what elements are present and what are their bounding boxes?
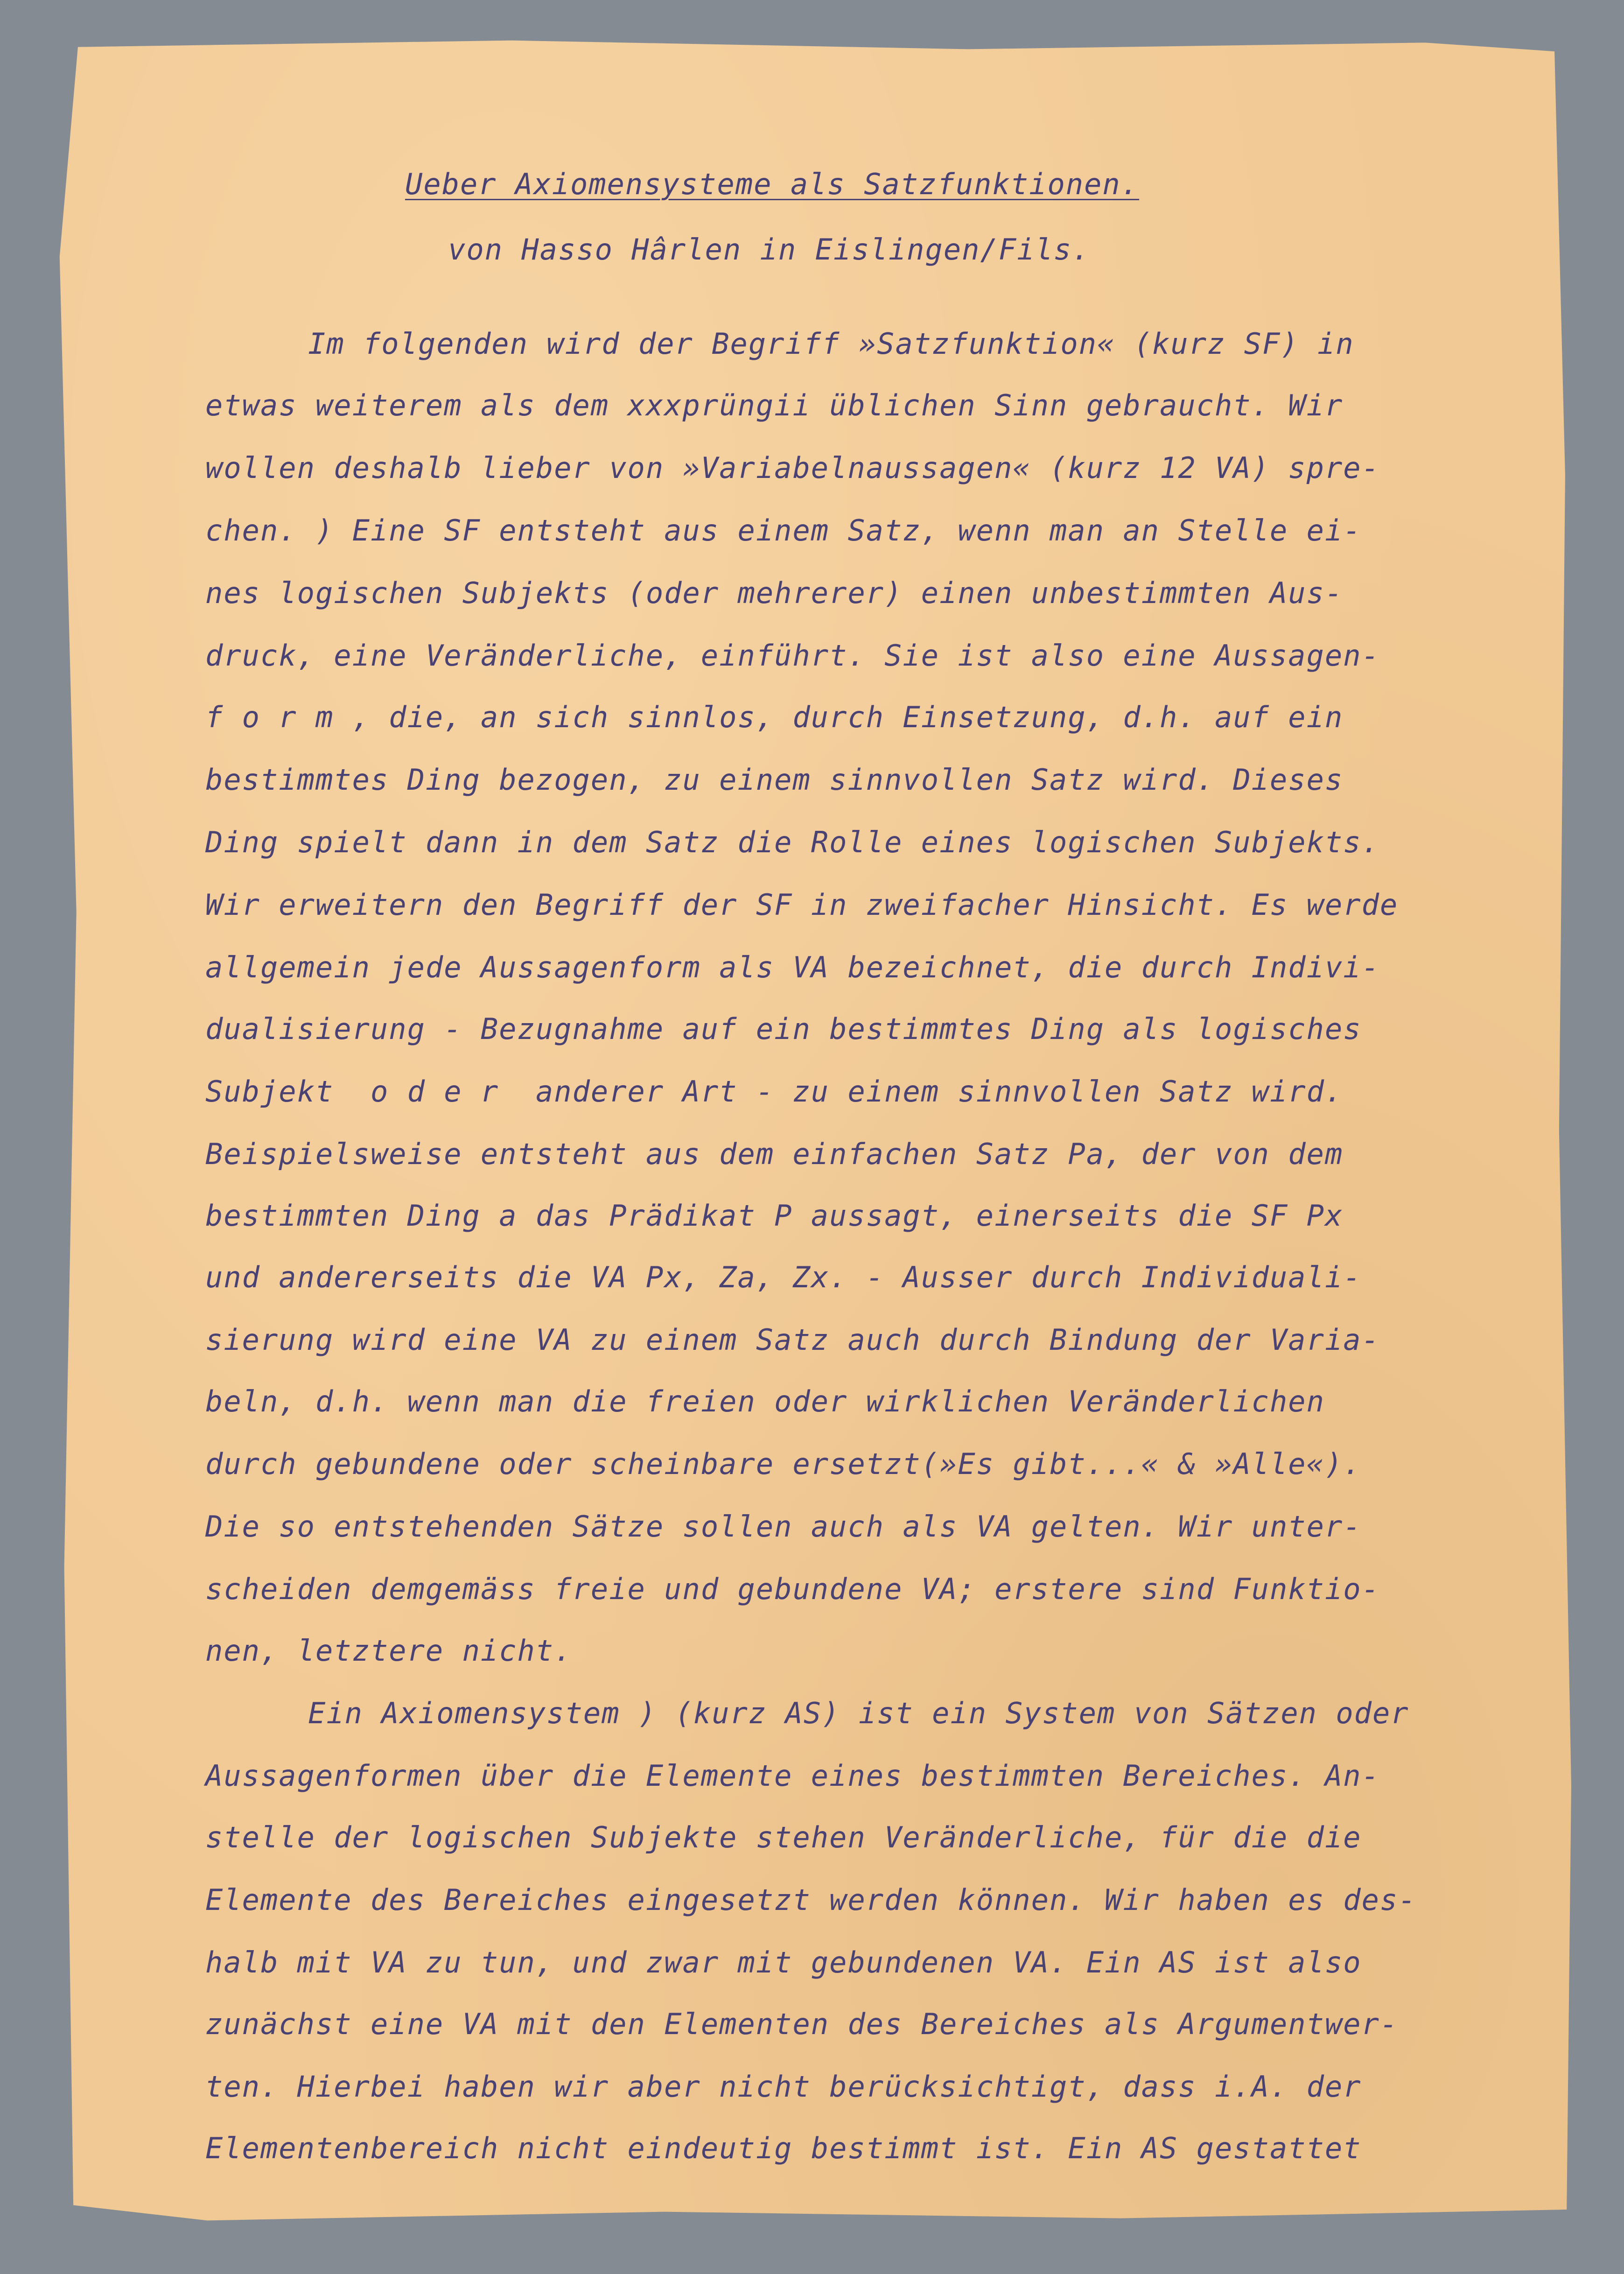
text-line: ten. Hierbei haben wir aber nicht berücksichtigt, dass i.A. der bbox=[205, 2070, 1362, 2104]
text-line: Elemente des Bereiches eingesetzt werden können. Wir haben es des- bbox=[205, 1883, 1417, 1917]
text-line: sierung wird eine VA zu einem Satz auch durch Bindung der Varia- bbox=[205, 1323, 1380, 1357]
text-line: bestimmten Ding a das Prädikat P aussagt, einerseits die SF Px bbox=[205, 1199, 1344, 1233]
text-line: zunächst eine VA mit den Elementen des Bereiches als Argumentwer- bbox=[205, 2007, 1399, 2041]
text-line: nes logischen Subjekts (oder mehrerer) einen unbestimmten Aus- bbox=[205, 576, 1344, 610]
text-line: bestimmtes Ding bezogen, zu einem sinnvollen Satz wird. Dieses bbox=[205, 763, 1344, 797]
text-line: etwas weiterem als dem xxxprüngii üblichen Sinn gebraucht. Wir bbox=[205, 388, 1344, 422]
text-line: Ein Axiomensystem ) (kurz AS) ist ein System von Sätzen oder bbox=[308, 1696, 1409, 1730]
text-line: nen, letztere nicht. bbox=[205, 1634, 573, 1668]
text-line: scheiden demgemäss freie und gebundene VA; erstere sind Funktio- bbox=[205, 1572, 1380, 1606]
text-line: Die so entstehenden Sätze sollen auch als VA gelten. Wir unter- bbox=[205, 1509, 1362, 1544]
text-line: druck, eine Veränderliche, einführt. Sie ist also eine Aussagen- bbox=[205, 639, 1380, 673]
text-line: Beispielsweise entsteht aus dem einfachen Satz Pa, der von dem bbox=[205, 1137, 1344, 1171]
text-line: wollen deshalb lieber von »Variabelnaussagen« (kurz 12 VA) spre- bbox=[205, 451, 1380, 485]
text-line: allgemein jede Aussagenform als VA bezeichnet, die durch Indivi- bbox=[205, 950, 1380, 984]
text-line: Subjekt o d e r anderer Art - zu einem sinnvollen Satz wird. bbox=[205, 1074, 1344, 1109]
text-line: und andererseits die VA Px, Za, Zx. - Ausser durch Individuali- bbox=[205, 1260, 1362, 1294]
text-line: f o r m , die, an sich sinnlos, durch Einsetzung, d.h. auf ein bbox=[205, 700, 1344, 734]
text-line: Elementenbereich nicht eindeutig bestimmt ist. Ein AS gestattet bbox=[205, 2131, 1362, 2165]
text-line: dualisierung - Bezugnahme auf ein bestimmtes Ding als logisches bbox=[205, 1012, 1362, 1046]
document-byline: von Hasso Hârlen in Eislingen/Fils. bbox=[448, 232, 1091, 267]
document-title: Ueber Axiomensysteme als Satzfunktionen. bbox=[405, 167, 1140, 201]
text-line: stelle der logischen Subjekte stehen Veränderliche, für die die bbox=[205, 1820, 1362, 1854]
text-line: Ding spielt dann in dem Satz die Rolle eines logischen Subjekts. bbox=[205, 825, 1380, 859]
text-line: Im folgenden wird der Begriff »Satzfunktion« (kurz SF) in bbox=[308, 327, 1354, 361]
text-line: halb mit VA zu tun, und zwar mit gebundenen VA. Ein AS ist also bbox=[205, 1945, 1362, 1979]
text-line: chen. ) Eine SF entsteht aus einem Satz, wenn man an Stelle ei- bbox=[205, 513, 1362, 547]
text-line: Wir erweitern den Begriff der SF in zweifacher Hinsicht. Es werde bbox=[205, 888, 1399, 922]
text-line: beln, d.h. wenn man die freien oder wirklichen Veränderlichen bbox=[205, 1384, 1325, 1418]
text-line: durch gebundene oder scheinbare ersetzt(»Es gibt...« & »Alle«). bbox=[205, 1447, 1362, 1481]
text-line: Aussagenformen über die Elemente eines bestimmten Bereiches. An- bbox=[205, 1759, 1380, 1793]
